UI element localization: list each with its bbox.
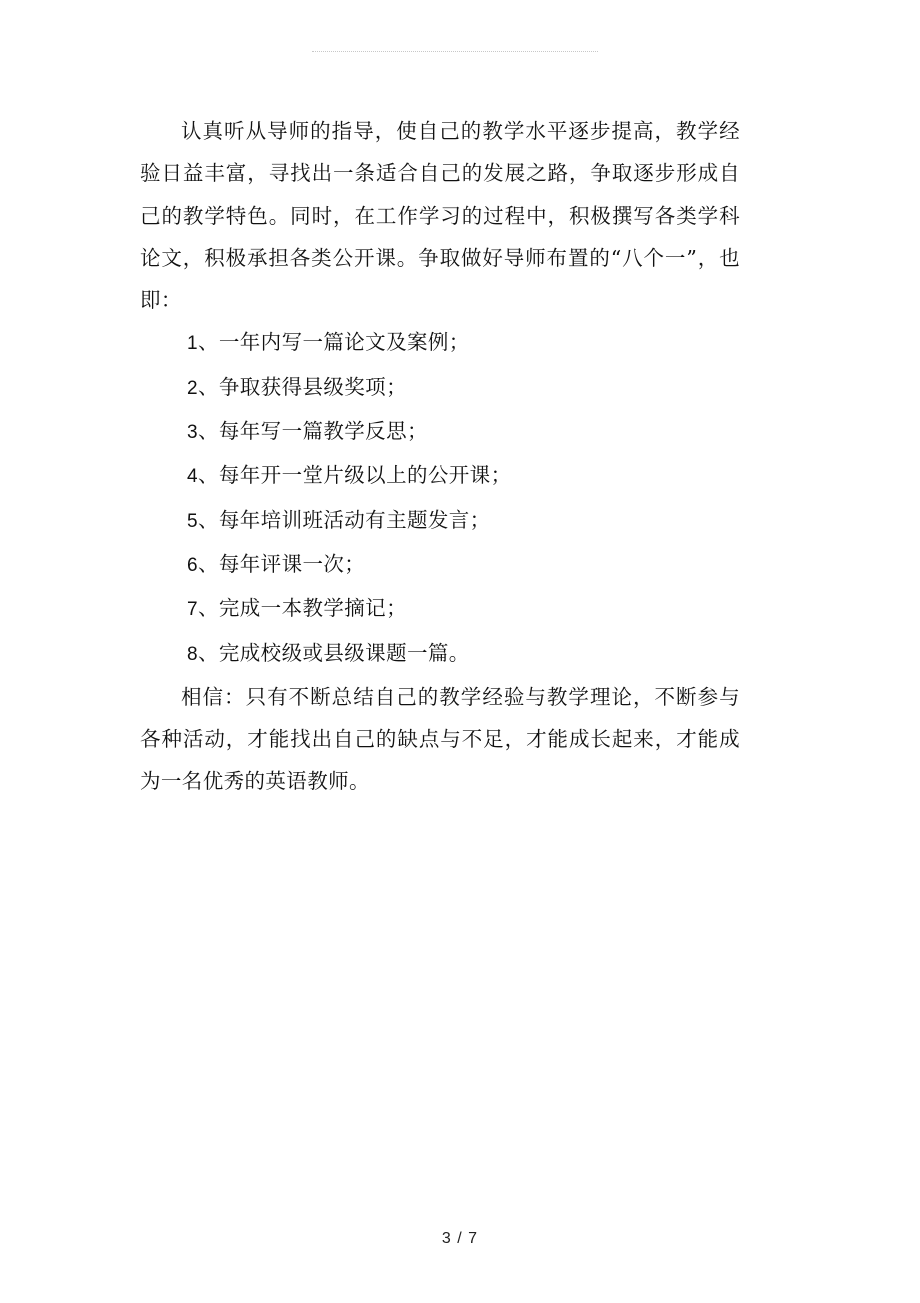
list-item-number: 6 — [187, 554, 198, 576]
list-item — [140, 366, 740, 410]
list-item-number: 2 — [187, 377, 198, 399]
page-number: 3 / 7 — [441, 1230, 479, 1247]
list-item-text: 、完成校级或县级课题一篇。 — [197, 640, 470, 665]
list-item — [140, 632, 740, 676]
list-item-text: 、一年内写一篇论文及案例； — [197, 330, 470, 355]
list-item — [140, 454, 740, 498]
list-item-number: 7 — [187, 599, 198, 621]
eight-tasks-list — [140, 321, 740, 675]
header-divider — [312, 51, 598, 52]
list-item-text: 、每年培训班活动有主题发言； — [197, 507, 491, 532]
list-item-number: 3 — [187, 422, 198, 444]
list-item-text: 、每年评课一次； — [197, 551, 366, 576]
intro-paragraph: 认真听从导师的指导，使自己的教学水平逐步提高，教学经验日益丰富，寻找出一条适合自己的发展之路，争取逐步形成自己的教学特色。同时，在工作学习的过程中，积极撰写各类学科论文，积极承担各类公开课。争取做好导师布置的“八个一”，也即： — [140, 119, 740, 313]
document-body — [140, 110, 740, 803]
list-item — [140, 543, 740, 587]
list-item-number: 1 — [187, 333, 198, 355]
list-item-text: 、争取获得县级奖项； — [197, 374, 407, 399]
list-item — [140, 321, 740, 365]
list-item-text: 、完成一本教学摘记； — [197, 596, 407, 621]
list-item-text: 、每年写一篇教学反思； — [197, 419, 428, 444]
list-item-number: 5 — [187, 510, 198, 532]
list-item — [140, 587, 740, 631]
list-item-number: 4 — [187, 466, 198, 488]
list-item — [140, 499, 740, 543]
closing-paragraph: 相信：只有不断总结自己的教学经验与教学理论，不断参与各种活动，才能找出自己的缺点与不足，才能成长起来，才能成为一名优秀的英语教师。 — [140, 684, 740, 794]
list-item-text: 、每年开一堂片级以上的公开课； — [197, 463, 512, 488]
list-item-number: 8 — [187, 643, 198, 665]
list-item — [140, 410, 740, 454]
